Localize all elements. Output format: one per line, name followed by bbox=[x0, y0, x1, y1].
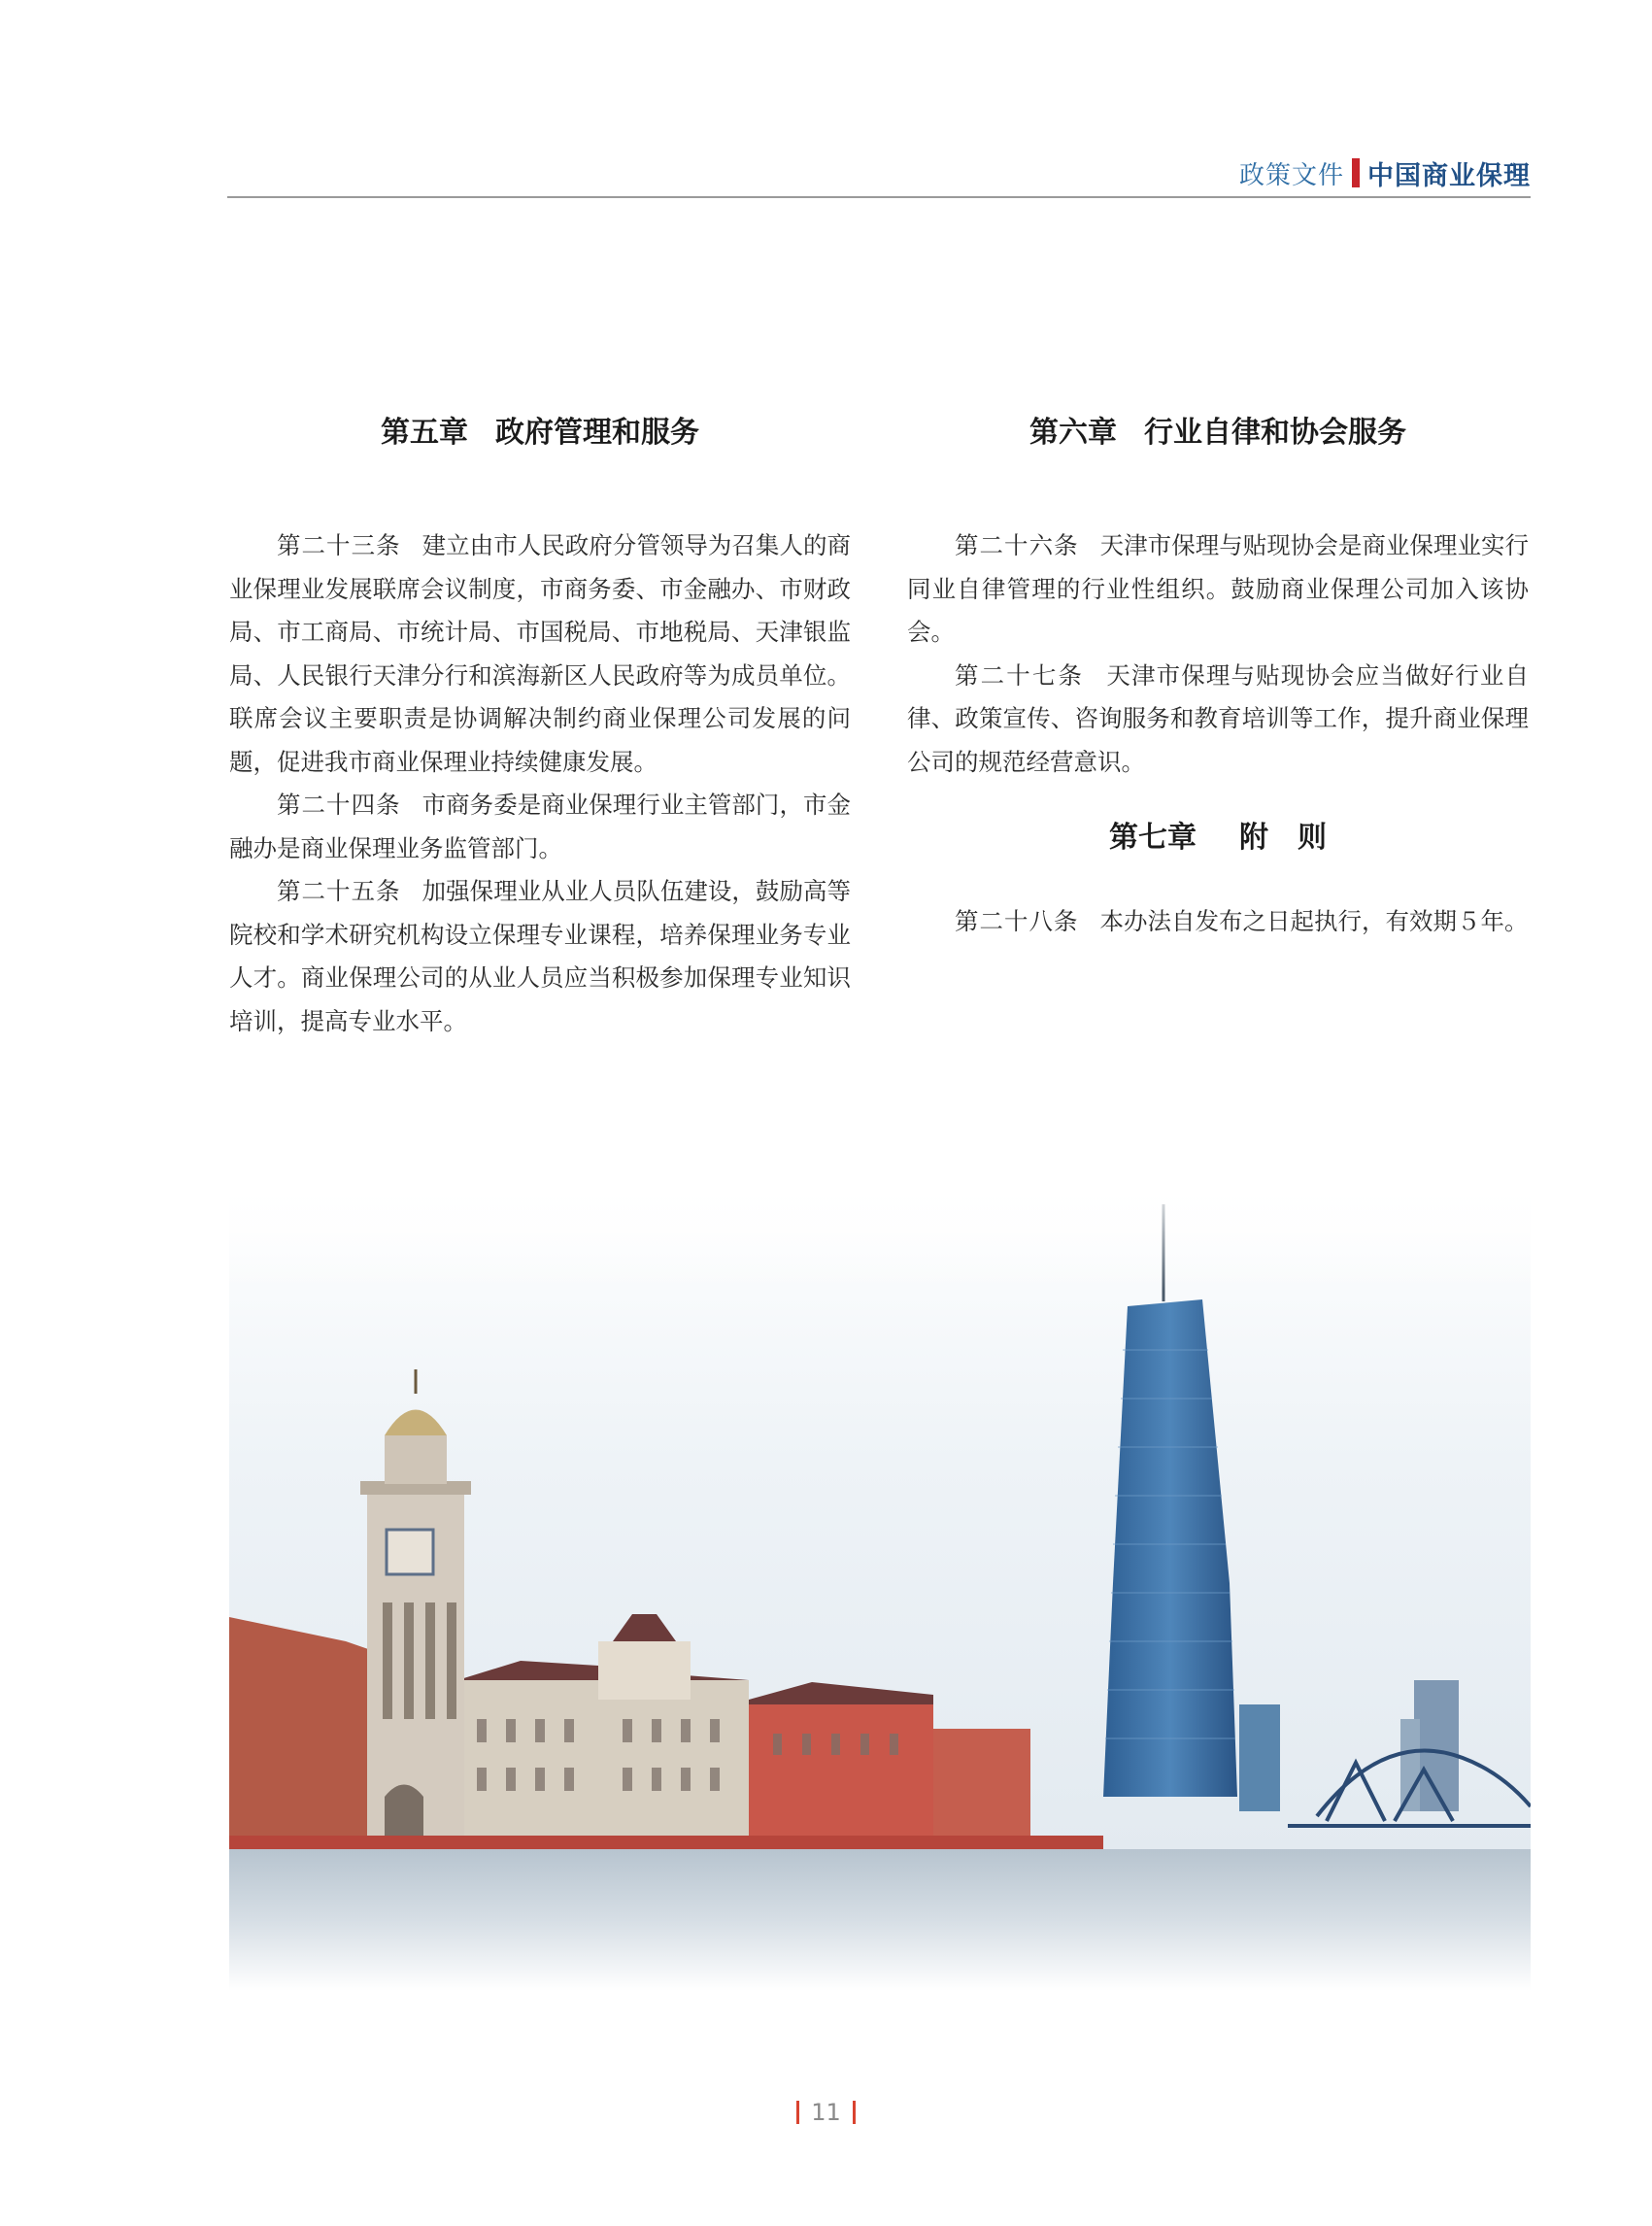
chapter-number: 第六章 bbox=[1029, 416, 1117, 450]
chapter-number: 第五章 bbox=[381, 416, 468, 450]
page-number-bar-left bbox=[796, 2101, 799, 2124]
article-text: 加强保理业从业人员队伍建设，鼓励高等院校和学术研究机构设立保理专业课程，培养保理业务专业人才。商业保理公司的从业人员应当积极参加保理专业知识培训，提高专业水平。 bbox=[229, 877, 851, 1035]
left-column bbox=[229, 408, 851, 1043]
page-number bbox=[0, 2098, 1652, 2126]
article-25 bbox=[229, 870, 851, 1043]
article-24 bbox=[229, 784, 851, 870]
magazine-title: 中国商业保理 bbox=[1367, 160, 1531, 191]
page-header bbox=[227, 153, 1531, 196]
article-28 bbox=[907, 900, 1529, 944]
article-number: 第二十四条 bbox=[277, 791, 401, 819]
article-26 bbox=[907, 524, 1529, 655]
chapter-6-title bbox=[907, 408, 1529, 458]
article-text: 本办法自发布之日起执行，有效期５年。 bbox=[1099, 907, 1529, 935]
page-number-bar-right bbox=[853, 2101, 856, 2124]
article-number: 第二十三条 bbox=[277, 531, 401, 559]
page-number-value: 11 bbox=[811, 2099, 841, 2126]
tianjin-riverfront-photo bbox=[229, 1175, 1531, 1991]
article-text: 市商务委是商业保理行业主管部门，市金融办是商业保理业务监管部门。 bbox=[229, 791, 851, 862]
right-column bbox=[907, 408, 1529, 944]
article-number: 第二十七条 bbox=[955, 660, 1085, 690]
article-number: 第二十六条 bbox=[955, 531, 1079, 559]
article-text: 建立由市人民政府分管领导为召集人的商业保理业发展联席会议制度，市商务委、市金融办、市财政局、市工商局、市统计局、市国税局、市地税局、天津银监局、人民银行天津分行和滨海新区人民政府等为成员单位。联席会议主要职责是协调解决制约商业保理公司发展的问题，促进我市商业保理业持续健康发展。 bbox=[229, 531, 851, 776]
article-text: 天津市保理与贴现协会是商业保理业实行同业自律管理的行业性组织。鼓励商业保理公司加入该协会。 bbox=[907, 531, 1529, 646]
article-23 bbox=[229, 524, 851, 784]
chapter-name: 行业自律和协会服务 bbox=[1144, 416, 1406, 450]
article-text: 天津市保理与贴现协会应当做好行业自律、政策宣传、咨询服务和教育培训等工作，提升商业保理公司的规范经营意识。 bbox=[907, 660, 1530, 776]
header-rule bbox=[227, 196, 1531, 198]
section-label: 政策文件 bbox=[1238, 160, 1344, 190]
article-27 bbox=[907, 655, 1529, 785]
header-divider bbox=[1352, 158, 1360, 187]
chapter-7-title bbox=[907, 813, 1529, 863]
article-number: 第二十八条 bbox=[955, 907, 1079, 935]
chapter-5-title bbox=[229, 408, 851, 458]
chapter-number: 第七章 bbox=[1109, 821, 1197, 855]
chapter-name: 政府管理和服务 bbox=[495, 416, 699, 450]
chapter-name: 附 则 bbox=[1239, 821, 1327, 855]
header-right bbox=[1239, 153, 1531, 192]
article-number: 第二十五条 bbox=[277, 877, 401, 905]
